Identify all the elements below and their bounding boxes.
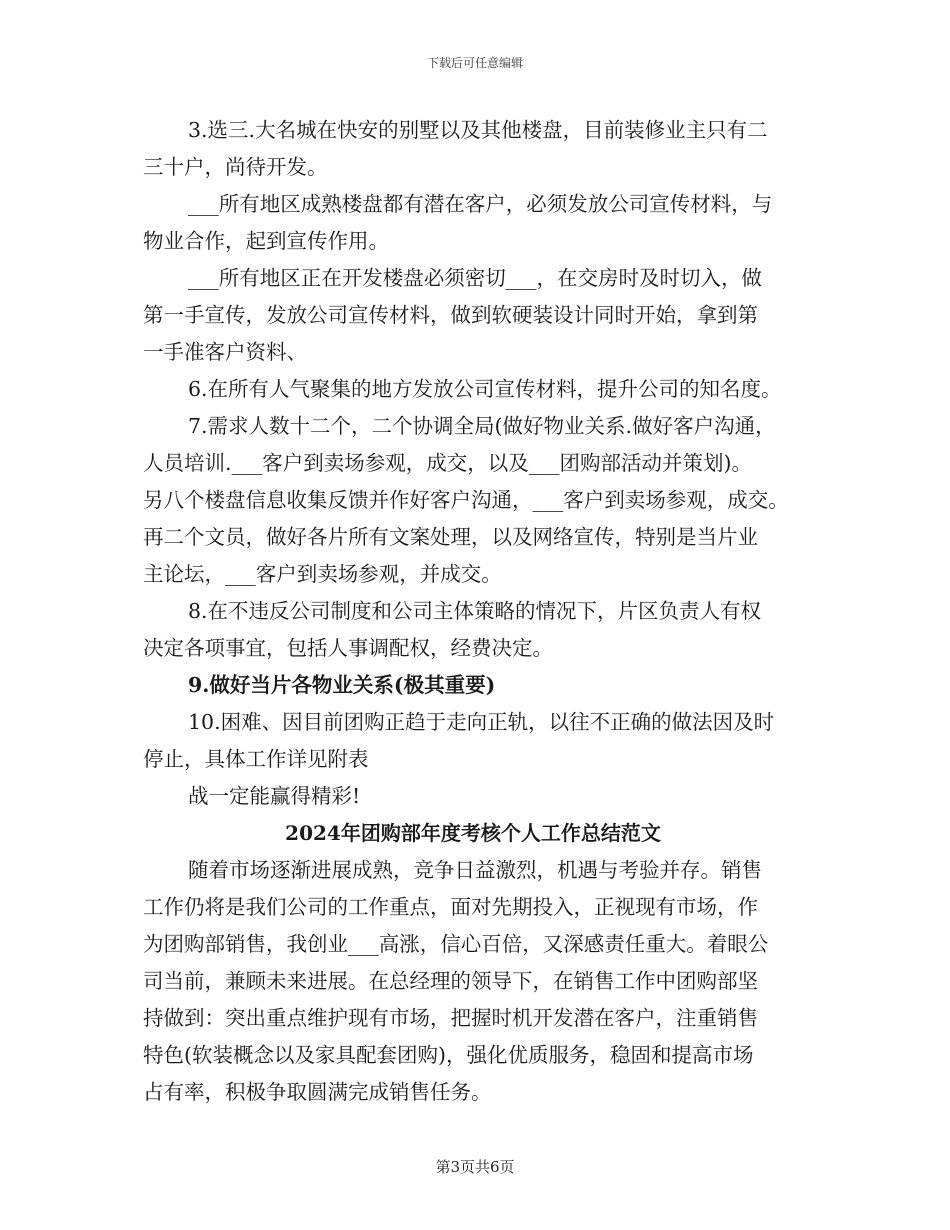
paragraph-7-line-5: 主论坛，___客户到卖场参观，并成交。 bbox=[143, 562, 502, 586]
paragraph-8-line-1: 8.在不违反公司制度和公司主体策略的情况下，片区负责人有权 bbox=[188, 599, 762, 623]
paragraph-10-line-2: 停止，具体工作详见附表 bbox=[143, 747, 369, 771]
paragraph-3-line-2: 三十户，尚待开发。 bbox=[143, 155, 328, 179]
paragraph-6-line-1: 6.在所有人气聚集的地方发放公司宣传材料，提升公司的知名度。 bbox=[188, 377, 782, 401]
paragraph-3-line-1: 3.选三.大名城在快安的别墅以及其他楼盘，目前装修业主只有二 bbox=[188, 118, 768, 142]
paragraph-10-line-1: 10.困难、因目前团购正趋于走向正轨，以往不正确的做法因及时 bbox=[188, 710, 775, 734]
page-footer: 第3页共6页 bbox=[435, 1158, 515, 1176]
document-body bbox=[143, 112, 803, 1111]
section-title: 2024年团购部年度考核个人工作总结范文 bbox=[285, 821, 661, 845]
paragraph-5-line-3: 一手准客户资料、 bbox=[143, 340, 307, 364]
page-header: 下载后可任意编辑 bbox=[426, 56, 523, 70]
paragraph-7-line-4: 再二个文员，做好各片所有文案处理，以及网络宣传，特别是当片业 bbox=[143, 525, 758, 549]
section-paragraph-line-5: 持做到：突出重点维护现有市场，把握时机开发潜在客户，注重销售 bbox=[143, 1006, 758, 1030]
paragraph-8-line-2: 决定各项事宜，包括人事调配权，经费决定。 bbox=[143, 636, 553, 660]
section-paragraph-line-2: 工作仍将是我们公司的工作重点，面对先期投入，正视现有市场，作 bbox=[143, 895, 758, 919]
paragraph-7-line-1: 7.需求人数十二个，二个协调全局(做好物业关系.做好客户沟通， bbox=[188, 414, 776, 438]
section-paragraph-line-4: 司当前，兼顾未来进展。在总经理的领导下，在销售工作中团购部坚 bbox=[143, 969, 758, 993]
paragraph-7-line-2: 人员培训.___客户到卖场参观，成交，以及___团购部活动并策划)。 bbox=[143, 451, 753, 475]
paragraph-4-line-2: 物业合作，起到宣传作用。 bbox=[143, 229, 389, 253]
paragraph-9-heading: 9.做好当片各物业关系(极其重要) bbox=[188, 673, 496, 697]
paragraph-5-line-1: ___所有地区正在开发楼盘必须密切___，在交房时及时切入，做 bbox=[188, 266, 762, 290]
paragraph-7-line-3: 另八个楼盘信息收集反馈并作好客户沟通，___客户到卖场参观，成交。 bbox=[143, 488, 789, 512]
section-paragraph-line-7: 占有率，积极争取圆满完成销售任务。 bbox=[143, 1080, 492, 1104]
paragraph-5-line-2: 第一手宣传，发放公司宣传材料，做到软硬装设计同时开始，拿到第 bbox=[143, 303, 758, 327]
section-paragraph-line-1: 随着市场逐渐进展成熟，竞争日益激烈，机遇与考验并存。销售 bbox=[188, 858, 762, 882]
paragraph-4-line-1: ___所有地区成熟楼盘都有潜在客户，必须发放公司宣传材料，与 bbox=[188, 192, 773, 216]
section-paragraph-line-3: 为团购部销售，我创业___高涨，信心百倍，又深感责任重大。着眼公 bbox=[143, 932, 769, 956]
closing-line: 战一定能赢得精彩! bbox=[188, 784, 361, 808]
section-paragraph-line-6: 特色(软装概念以及家具配套团购)，强化优质服务，稳固和提高市场 bbox=[143, 1043, 754, 1067]
